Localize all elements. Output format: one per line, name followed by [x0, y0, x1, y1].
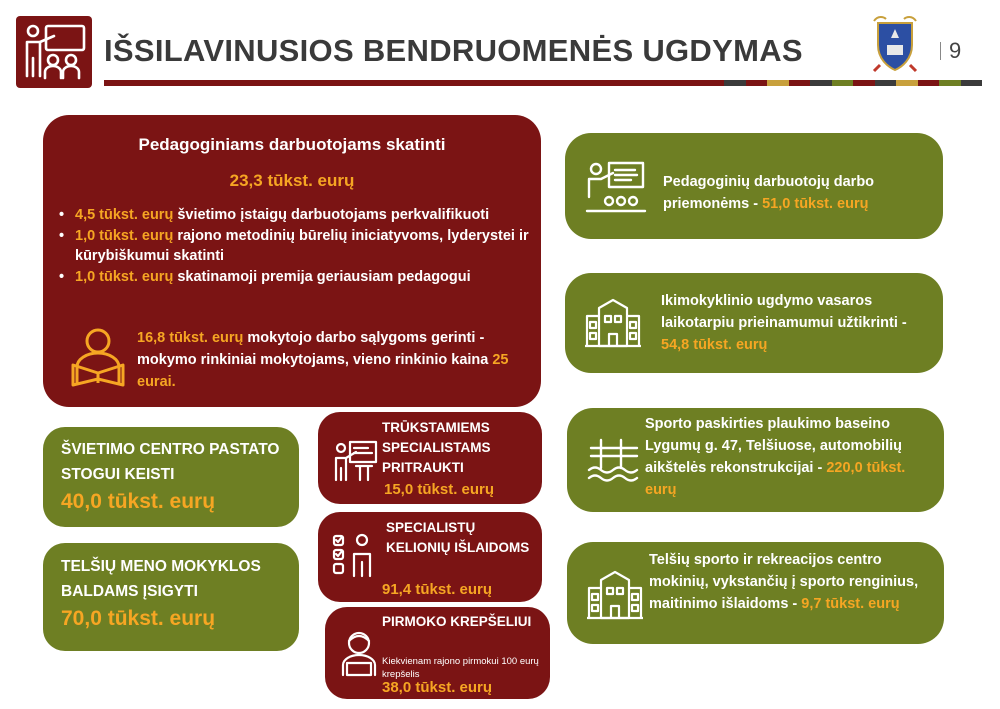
stripe-segment [939, 80, 961, 86]
header-underline [104, 80, 724, 86]
card-subtext: Kiekvienam rajono pirmokui 100 eurų krepšelis [382, 656, 539, 680]
teacher-board-icon [332, 438, 378, 484]
stripe-segment [896, 80, 918, 86]
header-stripes [724, 80, 982, 86]
stripe-segment [767, 80, 789, 86]
card-text: Ikimokyklinio ugdymo vasaros laikotarpiu prieinamumui užtikrinti - 54,8 tūkst. eurų [661, 293, 907, 353]
main-card-amount: 23,3 tūkst. eurų [229, 171, 355, 190]
checklist-person-icon [332, 530, 376, 580]
card-amount: 91,4 tūkst. eurų [382, 581, 493, 598]
card-text: TRŪKSTAMIEMS SPECIALISTAMS PRITRAUKTI [382, 420, 491, 475]
student-laptop-icon [337, 629, 381, 679]
card-specialist-travel [318, 512, 542, 602]
stripe-segment [832, 80, 854, 86]
card-preschool-summer [565, 273, 943, 373]
card-sports-centre-meals [567, 542, 944, 644]
card-text: PIRMOKO KREPŠELIUI [382, 614, 532, 629]
stripe-segment [875, 80, 897, 86]
stripe-segment [724, 80, 746, 86]
stripe-segment [961, 80, 983, 86]
card-text: Pedagoginių darbuotojų darbo priemonėms - 51,0 tūkst. eurų [663, 174, 875, 212]
stripe-segment [810, 80, 832, 86]
building-icon [585, 570, 645, 620]
list-item: • 4,5 tūkst. eurų švietimo įstaigų darbuotojams perkvalifikuoti [59, 205, 539, 226]
teacher-presentation-icon [585, 161, 647, 213]
page-number: 9 [940, 38, 961, 64]
card-text: Sporto paskirties plaukimo baseino Lygumų g. 47, Telšiuose, automobilių aikštelės rekonstrukcijai - 220,0 tūkst. eurų [645, 416, 906, 498]
card-amount: 38,0 tūkst. eurų [382, 679, 493, 696]
card-text: SPECIALISTŲ KELIONIŲ IŠLAIDOMS [386, 520, 530, 555]
reading-person-icon [69, 327, 127, 389]
main-card-list [59, 205, 539, 287]
stripe-segment [853, 80, 875, 86]
main-card-title: Pedagoginiams darbuotojams skatinti [138, 135, 446, 154]
stripe-segment [789, 80, 811, 86]
card-amount: 15,0 tūkst. eurų [384, 481, 495, 498]
card-text: ŠVIETIMO CENTRO PASTATO STOGUI KEISTI [61, 441, 280, 483]
stripe-segment [746, 80, 768, 86]
teacher-classroom-icon [16, 16, 92, 88]
stripe-segment [918, 80, 940, 86]
list-item: • 1,0 tūkst. eurų skatinamoji premija geriausiam pedagogui [59, 267, 539, 288]
card-swimming-pool-parking [567, 408, 944, 512]
list-item: • 1,0 tūkst. eurų rajono metodinių būrelių iniciatyvoms, lyderystei ir kūrybiškumui skatinti [59, 226, 539, 267]
card-teaching-tools [565, 133, 943, 239]
card-text: TELŠIŲ MENO MOKYKLOS BALDAMS ĮSIGYTI [61, 558, 261, 600]
page-title: IŠSILAVINUSIOS BENDRUOMENĖS UGDYMAS [104, 33, 803, 68]
card-education-center-roof [43, 427, 299, 527]
coat-of-arms [870, 15, 920, 73]
card-amount: 70,0 tūkst. eurų [61, 607, 216, 630]
card-art-school-furniture [43, 543, 299, 651]
card-text: Telšių sporto ir rekreacijos centro mokinių, vykstančių į sporto renginius, maitinimo išlaidoms - 9,7 tūkst. eurų [649, 552, 919, 612]
main-card-teacher-incentives [43, 115, 541, 407]
card-attract-specialists [318, 412, 542, 504]
card-amount: 40,0 tūkst. eurų [61, 490, 216, 513]
swimming-pool-icon [587, 438, 641, 482]
building-icon [583, 298, 643, 348]
card-first-grader-basket [325, 607, 550, 699]
main-card-note: 16,8 tūkst. eurų mokytojo darbo sąlygoms gerinti - mokymo rinkiniai mokytojams, vieno rinkinio kaina 25 eurai. [137, 330, 509, 390]
